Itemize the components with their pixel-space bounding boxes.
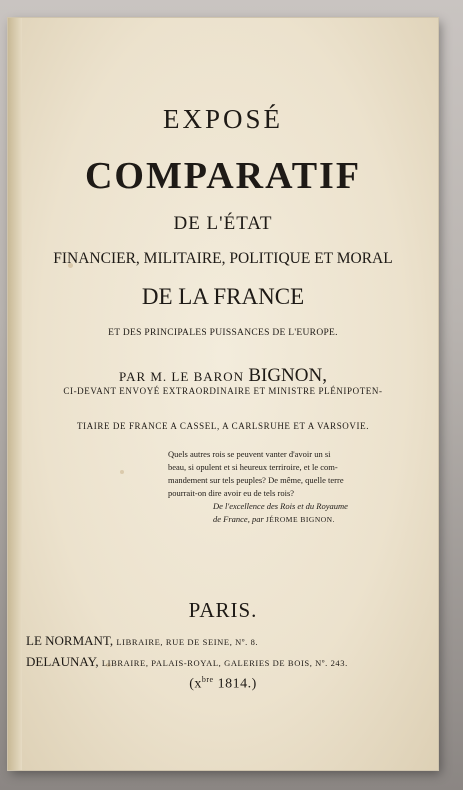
date-close: 1814.) [213, 676, 257, 692]
publisher-2-address: LIBRAIRE, PALAIS-ROYAL, GALERIES DE BOIS, Nº. 243. [101, 658, 348, 668]
credentials-line-2: TIAIRE DE FRANCE A CASSEL, A CARLSRUHE ET A VARSOVIE. [76, 421, 370, 431]
title-line-financier: FINANCIER, MILITAIRE, POLITIQUE ET MORAL [53, 250, 393, 267]
date-month-sup: bre [201, 675, 214, 684]
title-line-puissances: ET DES PRINCIPALES PUISSANCES DE L'EUROPE. [108, 328, 338, 338]
credentials-line-1: CI-DEVANT ENVOYÉ EXTRAORDINAIRE ET MINISTRE PLÉNIPOTEN- [63, 386, 383, 396]
epigraph-source-2 [213, 513, 443, 527]
epigraph-line-3: mandement sur tels peuples? De même, quelle terre [168, 475, 344, 485]
publisher-line-2 [26, 654, 348, 670]
title-page [8, 18, 438, 770]
author-line [8, 365, 438, 387]
publisher-line-1 [26, 633, 258, 649]
publisher-2-name: DELAUNAY, [26, 654, 99, 669]
epigraph-line-2: beau, si opulent et si heureux terriroire, et le com- [168, 462, 338, 472]
epigraph-source-1: De l'excellence des Rois et du Royaume [213, 501, 348, 511]
foxing-spot [120, 470, 124, 474]
epigraph-source-text: de France, par [213, 514, 264, 524]
imprint-city: PARIS. [188, 598, 258, 622]
epigraph-line-4: pourrait-on dire avoir eu de tels rois? [168, 488, 295, 498]
author-prefix: PAR M. LE BARON [119, 369, 245, 384]
title-line-de-letat: DE L'ÉTAT [173, 213, 273, 234]
title-line-comparatif: COMPARATIF [84, 155, 362, 197]
title-line-de-la-france: DE LA FRANCE [141, 284, 305, 309]
epigraph-source-author: JÉROME BIGNON. [265, 515, 335, 524]
author-name: BIGNON, [248, 365, 327, 386]
date-open: (x [189, 676, 202, 692]
imprint-date [8, 675, 438, 693]
title-line-expose: EXPOSÉ [162, 104, 283, 134]
publisher-1-name: LE NORMANT, [26, 633, 114, 648]
publisher-1-address: LIBRAIRE, RUE DE SEINE, Nº. 8. [116, 637, 259, 647]
epigraph-line-1: Quels autres rois se peuvent vanter d'avoir un si [168, 449, 331, 459]
